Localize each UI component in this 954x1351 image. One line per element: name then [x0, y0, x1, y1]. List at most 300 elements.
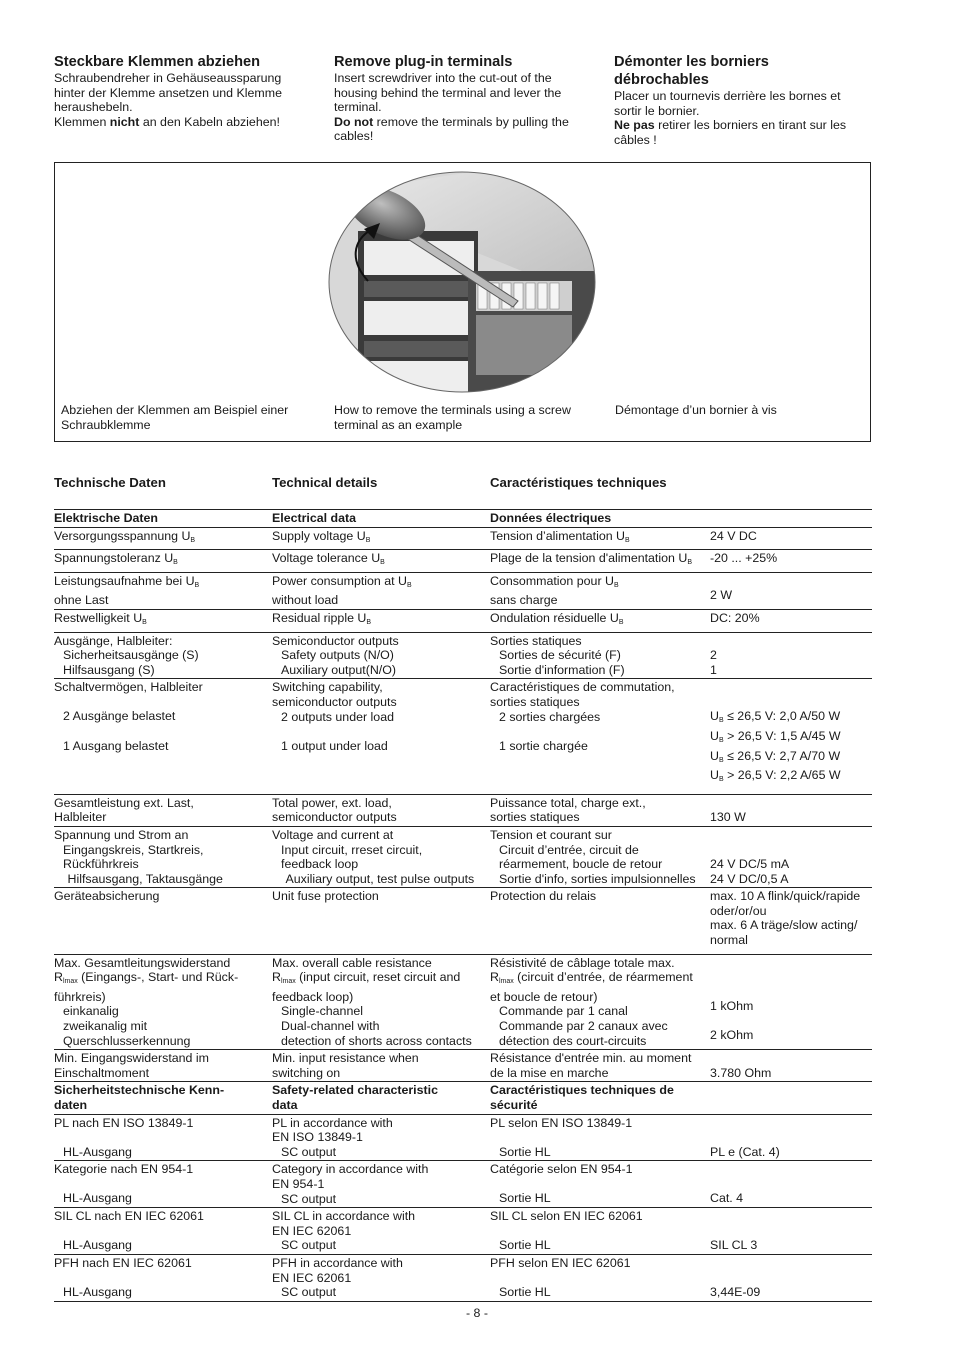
cell-line: PL nach EN ISO 13849-1 — [54, 1115, 194, 1130]
table-row — [54, 954, 872, 1050]
cell-line: einkanalig — [63, 1004, 119, 1019]
figure-frame — [54, 162, 871, 442]
cell-line: Circuit d’entrée, circuit de — [499, 842, 639, 857]
table-cell — [54, 828, 272, 886]
cell-line: Restwelligkeit $U_B$ — [54, 610, 147, 626]
note-de: Klemmen nicht an den Kabeln abziehen! — [54, 114, 280, 129]
cell-line: Caractéristiques de commutation, — [490, 680, 675, 695]
subscript: B — [718, 756, 724, 764]
cell-line: $U_B > 26,5$ V: 1,5 A/45 W — [710, 728, 841, 744]
table-cell — [54, 529, 272, 549]
cell-line: Semiconductor outputs — [272, 633, 399, 648]
cell-line: Sorties statiques — [490, 633, 582, 648]
table-cell — [54, 551, 272, 571]
cell-line: 2 sorties chargées — [499, 709, 601, 724]
cell-line: PFH selon EN IEC 62061 — [490, 1255, 631, 1270]
cell-line: Querschlusserkennung — [63, 1033, 191, 1048]
cell-line: 130 W — [710, 810, 746, 825]
cell-line — [710, 1083, 868, 1098]
cell-line: Residual ripple $U_B$ — [272, 610, 372, 626]
note-fr-2: câbles ! — [614, 132, 657, 147]
cell-line: Power consumption at $U_B$ — [272, 573, 412, 589]
cell-line: HL-Ausgang — [63, 1238, 132, 1253]
cell-line: zweikanalig mit — [63, 1019, 148, 1034]
cell-line: Voltage tolerance $U_B$ — [272, 551, 385, 567]
cell-line: Sicherheitsausgänge (S) — [63, 648, 199, 663]
cell-line — [710, 1224, 868, 1239]
cell-line: HL-Ausgang — [63, 1191, 132, 1206]
table-cell — [490, 1162, 710, 1206]
table-cell — [710, 1116, 872, 1160]
cell-line: Hilfsausgang (S) — [63, 662, 155, 677]
cell-line — [54, 695, 268, 710]
table-cell — [272, 511, 490, 526]
table-cell — [710, 1083, 872, 1112]
heading-en: Remove plug-in terminals — [334, 54, 513, 70]
cell-line: et boucle de retour) — [490, 989, 598, 1004]
cell-line: $R_{lmax}$ (circuit d’entrée, de réarmement — [490, 970, 693, 986]
cell-line: HL-Ausgang — [63, 1144, 132, 1159]
table-cell — [710, 574, 872, 608]
table-cell — [490, 611, 710, 631]
subscript: B — [718, 717, 724, 725]
cell-line: EN IEC 62061 — [272, 1223, 352, 1238]
table-cell — [490, 828, 710, 886]
subscript: B — [380, 559, 385, 567]
table-cell — [490, 680, 710, 787]
cell-line: switching on — [272, 1065, 341, 1080]
cell-line: Commande par 2 canaux avec — [499, 1019, 668, 1034]
table-cell — [710, 1209, 872, 1253]
text-en-1: Insert screwdriver into the cut-out of the — [334, 71, 552, 85]
cell-line: 1 — [710, 662, 717, 677]
cell-line: 1 Ausgang belastet — [63, 738, 169, 753]
text-de-1: Schraubendreher in Gehäuseaussparung — [54, 71, 282, 85]
cell-line: Versorgungsspannung $U_B$ — [54, 528, 196, 544]
cell-line: Unit fuse protection — [272, 889, 379, 904]
cell-line: daten — [54, 1098, 88, 1112]
cell-line: normal — [710, 933, 748, 948]
table-row — [54, 632, 872, 679]
cell-line: $R_{lmax}$ (input circuit, reset circuit and — [272, 970, 461, 986]
cell-line: Dual-channel with — [281, 1019, 380, 1034]
cell-line: SC output — [281, 1191, 337, 1206]
heading-fr-1: Démonter les borniers — [614, 54, 769, 70]
cell-line: Sorties de sécurité (F) — [499, 648, 621, 663]
cell-line — [710, 956, 868, 971]
table-row — [54, 887, 872, 953]
table-row — [54, 678, 872, 793]
cell-line: Elektrische Daten — [54, 511, 158, 525]
cell-line: Sortie HL — [499, 1144, 551, 1159]
table-cell — [710, 611, 872, 631]
cell-line: Min. input resistance when — [272, 1051, 419, 1066]
cell-line: semiconductor outputs — [272, 810, 397, 825]
cell-line — [710, 1209, 868, 1224]
cell-line: Commande par 1 canal — [499, 1004, 628, 1019]
cell-line: réarmement, boucle de retour — [499, 857, 663, 872]
table-row — [54, 609, 872, 632]
cell-line: ohne Last — [54, 593, 109, 608]
cell-line: PL selon EN ISO 13849-1 — [490, 1115, 633, 1130]
intro-en — [334, 53, 599, 144]
cell-line: HL-Ausgang — [63, 1285, 132, 1300]
cell-line: data — [272, 1098, 298, 1112]
cell-line — [710, 634, 868, 649]
cell-line — [54, 1130, 268, 1145]
cell-line: 2 Ausgänge belastet — [63, 709, 176, 724]
cell-line: Spannungstoleranz $U_B$ — [54, 551, 178, 567]
table-row — [54, 549, 872, 572]
cell-line — [710, 574, 868, 589]
cell-line: Einschaltmoment — [54, 1065, 150, 1080]
cell-line — [710, 1256, 868, 1271]
cell-line: de la mise en marche — [490, 1065, 609, 1080]
cell-line: SC output — [281, 1285, 337, 1300]
cell-line: Spannung und Strom an — [54, 827, 189, 842]
subscript: B — [366, 618, 372, 626]
cell-line: Category in accordance with — [272, 1162, 429, 1177]
table-cell — [272, 529, 490, 549]
cell-line: DC: 20% — [710, 610, 760, 625]
cell-line: Cat. 4 — [710, 1191, 744, 1206]
text-de-3: heraushebeln. — [54, 100, 133, 115]
table-cell — [54, 511, 272, 526]
table-cell — [54, 1051, 272, 1080]
table-cell — [272, 1209, 490, 1253]
cell-line: Sortie HL — [499, 1191, 551, 1206]
note-en: Do not remove the terminals by pulling the — [334, 114, 569, 129]
subscript: B — [687, 559, 692, 567]
cell-line — [710, 695, 868, 710]
cell-line: Protection du relais — [490, 889, 597, 904]
cell-line: EN IEC 62061 — [272, 1270, 352, 1285]
table-row — [54, 509, 872, 527]
cell-line: Halbleiter — [54, 810, 107, 825]
cell-line: sorties statiques — [490, 694, 580, 709]
table-cell — [272, 1116, 490, 1160]
table-cell — [710, 680, 872, 787]
cell-line: Supply voltage $U_B$ — [272, 528, 371, 544]
cell-line: feedback loop — [281, 857, 359, 872]
header-de: Technische Daten — [54, 475, 166, 490]
cell-line: Puissance total, charge ext., — [490, 795, 646, 810]
cell-line: Tension et courant sur — [490, 827, 612, 842]
cell-line: $U_B \le 26,5$ V: 2,7 A/70 W — [710, 748, 841, 764]
cell-line: Electrical data — [272, 511, 357, 525]
cell-line: Input circuit, rreset circuit, — [281, 842, 423, 857]
table-header — [54, 473, 872, 509]
table-cell — [710, 796, 872, 825]
cell-line: Switching capability, — [272, 680, 383, 695]
table-cell — [710, 828, 872, 886]
table-cell — [272, 551, 490, 571]
cell-line — [710, 1051, 868, 1066]
table-row — [54, 572, 872, 609]
table-cell — [54, 634, 272, 678]
table-cell — [490, 1116, 710, 1160]
table-row — [54, 527, 872, 550]
technical-data-table — [54, 473, 872, 1302]
cell-line: Eingangskreis, Startkreis, — [63, 842, 204, 857]
table-row — [54, 794, 872, 826]
cell-line: Voltage and current at — [272, 827, 394, 842]
cell-line: Caractéristiques techniques de — [490, 1083, 674, 1098]
table-cell — [710, 1162, 872, 1206]
cell-line — [710, 1116, 868, 1131]
text-de-2: hinter der Klemme ansetzen und Klemme — [54, 85, 282, 100]
subscript: B — [718, 776, 724, 784]
cell-line: 24 V DC/0,5 A — [710, 871, 789, 886]
cell-line — [490, 724, 706, 739]
table-cell — [54, 1209, 272, 1253]
note-fr: Ne pas retirer les borniers en tirant sur les — [614, 118, 847, 133]
cell-line: $R_{lmax}$ (Eingangs-, Start- und Rück- — [54, 970, 239, 986]
table-cell — [272, 1083, 490, 1112]
cell-line: Auxiliary output, test pulse outputs — [285, 871, 475, 886]
table-cell — [272, 680, 490, 787]
table-cell — [272, 889, 490, 947]
table-cell — [54, 1162, 272, 1206]
cell-line: PFH nach EN IEC 62061 — [54, 1255, 192, 1270]
table-cell — [272, 611, 490, 631]
header-fr: Caractéristiques techniques — [490, 475, 667, 490]
table-row — [54, 1049, 872, 1081]
table-row — [54, 1081, 872, 1113]
cell-line: SC output — [281, 1144, 337, 1159]
subscript: lmax — [280, 978, 296, 986]
cell-line — [710, 511, 868, 526]
cell-line: detection of shorts across contacts — [281, 1033, 472, 1048]
table-cell — [490, 574, 710, 608]
cell-line: 1 sortie chargée — [499, 738, 588, 753]
page-number: - 8 - — [465, 1306, 489, 1320]
cell-line — [710, 1177, 868, 1192]
cell-line: 24 V DC/5 mA — [710, 856, 790, 871]
cell-line — [710, 1130, 868, 1145]
cell-line: SC output — [281, 1238, 337, 1253]
cell-line: EN 954-1 — [272, 1176, 325, 1191]
table-cell — [490, 1051, 710, 1080]
cell-line: sans charge — [490, 593, 558, 608]
cell-line: Sortie d'information (F) — [499, 662, 625, 677]
cell-line: Total power, ext. load, — [272, 795, 392, 810]
cell-line — [710, 1270, 868, 1285]
text-en-2: housing behind the terminal and lever the — [334, 85, 562, 100]
cell-line: Résistivité de câblage totale max. — [490, 955, 675, 970]
text-fr-1: Placer un tournevis derrière les bornes et — [614, 89, 841, 103]
cell-line: Consommation pour $U_B$ — [490, 573, 619, 589]
cell-line: 2 W — [710, 588, 733, 603]
table-cell — [490, 551, 710, 571]
table-cell — [710, 889, 872, 947]
cell-line: führkreis) — [54, 989, 106, 1004]
cell-line: $U_B \le 26,5$ V: 2,0 A/50 W — [710, 709, 841, 725]
table-row — [54, 826, 872, 887]
table-body — [54, 509, 872, 1302]
table-cell — [710, 956, 872, 1049]
cell-line: Ausgänge, Halbleiter: — [54, 633, 173, 648]
table-cell — [54, 574, 272, 608]
table-cell — [54, 796, 272, 825]
cell-line: Geräteabsicherung — [54, 889, 160, 904]
cell-line: Schaltvermögen, Halbleiter — [54, 680, 203, 695]
terminal-removal-illustration — [328, 171, 596, 393]
subscript: B — [142, 618, 147, 626]
table-cell — [490, 956, 710, 1049]
subscript: B — [194, 581, 200, 589]
cell-line: 2 — [710, 648, 717, 663]
cell-line: Sortie d'info, sorties impulsionnelles — [499, 871, 696, 886]
table-cell — [272, 574, 490, 608]
table-row — [54, 1254, 872, 1302]
cell-line: Safety-related characteristic — [272, 1083, 438, 1098]
cell-line: oder/or/ou — [710, 903, 767, 918]
subscript: B — [718, 736, 724, 744]
cell-line: feedback loop) — [272, 989, 354, 1004]
table-cell — [490, 529, 710, 549]
cell-line: 2 kOhm — [710, 1028, 754, 1043]
cell-line — [490, 1177, 706, 1192]
cell-line: Leistungsaufnahme bei $U_B$ — [54, 573, 200, 589]
cell-line: SIL CL 3 — [710, 1238, 758, 1253]
cell-line: PL in accordance with — [272, 1115, 393, 1130]
caption-fr: Démontage d’un bornier à vis — [615, 403, 777, 417]
subscript: B — [618, 618, 624, 626]
table-cell — [54, 956, 272, 1049]
table-cell — [272, 828, 490, 886]
table-cell — [490, 511, 710, 526]
cell-line — [490, 1224, 706, 1239]
table-cell — [54, 1256, 272, 1300]
table-cell — [490, 1256, 710, 1300]
subscript: B — [365, 536, 371, 544]
table-cell — [272, 956, 490, 1049]
table-cell — [54, 889, 272, 947]
subscript: B — [173, 559, 178, 567]
subscript: B — [406, 581, 412, 589]
cell-line: SIL CL selon EN IEC 62061 — [490, 1209, 643, 1224]
cell-line: 2 outputs under load — [281, 709, 394, 724]
table-cell — [710, 1256, 872, 1300]
cell-line: sécurité — [490, 1098, 538, 1112]
table-cell — [54, 1083, 272, 1112]
table-cell — [490, 889, 710, 947]
cell-line — [710, 842, 868, 857]
header-en: Technical details — [272, 475, 378, 490]
cell-line: 1 output under load — [281, 738, 388, 753]
cell-line: sorties statiques — [490, 810, 580, 825]
cell-line: Sicherheitstechnische Kenn- — [54, 1083, 225, 1098]
cell-line: without load — [272, 593, 339, 608]
cell-line: max. 6 A träge/slow acting/ — [710, 918, 858, 933]
cell-line: Plage de la tension d'alimentation $U_B$ — [490, 551, 692, 567]
cell-line: semiconductor outputs — [272, 694, 397, 709]
table-cell — [490, 796, 710, 825]
table-cell — [272, 1162, 490, 1206]
cell-line: -20 ... +25% — [710, 551, 778, 566]
table-cell — [710, 634, 872, 678]
cell-line: Safety outputs (N/O) — [281, 648, 394, 663]
subscript: lmax — [498, 978, 514, 986]
cell-line: Ondulation résiduelle $U_B$ — [490, 610, 624, 626]
subscript: B — [625, 536, 630, 544]
cell-line — [272, 724, 486, 739]
cell-line — [710, 828, 868, 843]
cell-line: max. 10 A flink/quick/rapide — [710, 889, 861, 904]
cell-line: Max. overall cable resistance — [272, 955, 432, 970]
cell-line — [54, 1271, 268, 1286]
cell-line: 3.780 Ohm — [710, 1065, 772, 1080]
cell-line: 1 kOhm — [710, 999, 754, 1014]
cell-line — [710, 1162, 868, 1177]
heading-de: Steckbare Klemmen abziehen — [54, 54, 261, 70]
table-cell — [54, 1116, 272, 1160]
cell-line — [54, 1177, 268, 1192]
cell-line — [710, 1098, 868, 1113]
table-row — [54, 1114, 872, 1161]
cell-line: PL e (Cat. 4) — [710, 1144, 780, 1159]
subscript: B — [613, 581, 619, 589]
cell-line: Tension d’alimentation $U_B$ — [490, 528, 630, 544]
cell-line: Gesamtleistung ext. Last, — [54, 795, 194, 810]
cell-line — [54, 753, 268, 768]
table-cell — [272, 634, 490, 678]
cell-line — [54, 1224, 268, 1239]
table-cell — [272, 796, 490, 825]
table-cell — [272, 1051, 490, 1080]
table-cell — [272, 1256, 490, 1300]
cell-line — [490, 1130, 706, 1145]
cell-line: 3,44E-09 — [710, 1284, 761, 1299]
subscript: B — [190, 536, 196, 544]
table-cell — [710, 1051, 872, 1080]
cell-line: Hilfsausgang, Taktausgänge — [67, 871, 223, 886]
cell-line — [710, 680, 868, 695]
note-en-2: cables! — [334, 129, 374, 144]
cell-line — [710, 796, 868, 811]
cell-line: $U_B > 26,5$ V: 2,2 A/65 W — [710, 768, 841, 784]
cell-line: Auxiliary output(N/O) — [281, 662, 396, 677]
caption-en: How to remove the terminals using a screw terminal as an example — [334, 403, 571, 432]
table-cell — [710, 529, 872, 549]
cell-line — [490, 1271, 706, 1286]
cell-line — [710, 1014, 868, 1029]
cell-line — [54, 724, 268, 739]
cell-line — [710, 970, 868, 985]
cell-line: Sortie HL — [499, 1238, 551, 1253]
cell-line: Catégorie selon EN 954-1 — [490, 1162, 633, 1177]
cell-line: EN ISO 13849-1 — [272, 1130, 363, 1145]
cell-line: Résistance d'entrée min. au moment — [490, 1051, 692, 1066]
table-cell — [710, 511, 872, 526]
cell-line: Sortie HL — [499, 1285, 551, 1300]
cell-line: SIL CL nach EN IEC 62061 — [54, 1209, 204, 1224]
cell-line: 24 V DC — [710, 528, 757, 543]
cell-line: Max. Gesamtleitungswiderstand — [54, 955, 231, 970]
cell-line: Kategorie nach EN 954-1 — [54, 1162, 194, 1177]
heading-fr-2: débrochables — [614, 72, 709, 88]
cell-line: Rückführkreis — [63, 857, 139, 872]
cell-line: détection des court-circuits — [499, 1033, 647, 1048]
cell-line — [490, 753, 706, 768]
intro-de — [54, 53, 319, 129]
table-cell — [490, 634, 710, 678]
table-cell — [490, 1209, 710, 1253]
subscript: lmax — [62, 978, 78, 986]
table-row — [54, 1207, 872, 1254]
cell-line — [710, 985, 868, 1000]
